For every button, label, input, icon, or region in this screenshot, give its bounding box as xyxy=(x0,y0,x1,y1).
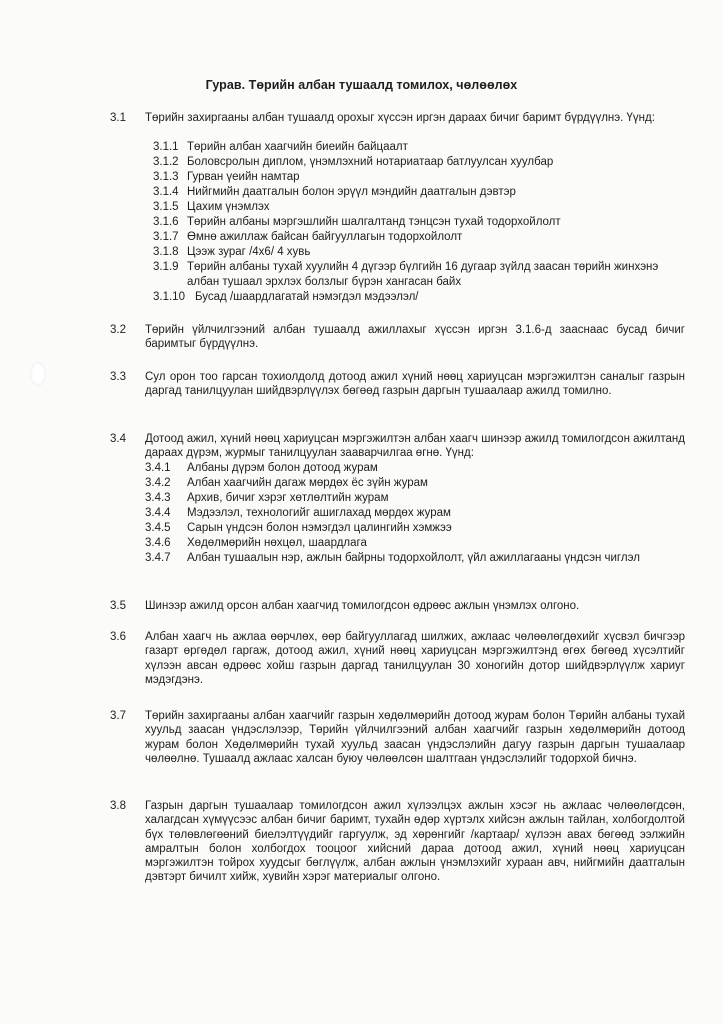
item-number: 3.1.8 xyxy=(153,246,179,258)
list-item xyxy=(153,230,685,245)
item-number: 3.4.5 xyxy=(145,522,171,534)
item-number: 3.1.4 xyxy=(153,186,179,198)
list-item xyxy=(153,245,685,260)
section-number: 3.6 xyxy=(110,631,126,643)
section-number: 3.3 xyxy=(110,371,126,383)
section-text: Шинээр ажилд орсон албан хаагчид томилогдсон өдрөөс ажлын үнэмлэх олгоно. xyxy=(145,600,580,612)
item-number: 3.4.1 xyxy=(145,462,171,474)
item-text: Гурван үеийн намтар xyxy=(187,171,300,183)
section-text: Төрийн үйлчилгээний албан тушаалд ажиллахыг хүссэн иргэн 3.1.6-д зааснаас бусад бичиг баримтыг бүрдүүлнэ. xyxy=(145,324,685,351)
item-text: Нийгмийн даатгалын болон эрүүл мэндийн даатгалын дэвтэр xyxy=(187,186,516,198)
item-text: Боловсролын диплом, үнэмлэхний нотариатаар батлуулсан хуулбар xyxy=(187,156,554,168)
list-item xyxy=(145,491,685,506)
section-text: Газрын даргын тушаалаар томилогдсон ажил хүлээлцэх ажлын хэсэг нь ажлаас чөлөөлөгдсөн, халагдсан хүмүүсээс албан бичиг баримт, тухайн өдөр хүртэлх хийсэн ажлын тайлан, холбогдолтой бүх төлөвлөгөөний биелэлтүүдийг гаргуулж, эд хөрөнгийг /картаар/ хүлээн авах бөгөөд ээлжийн амралтын болон холбогдох тооцоог хийсний дараа дотоод ажил, хүний нөөц хариуцсан мэргэжилтэн тойрох хуудсыг бөглүүлж, албан ажлын үнэмлэхийг хураан авч, нийгмийн даатгалын дэвтэрт бичилт хийж, хувийн хэрэг материалыг олгоно. xyxy=(145,800,685,884)
list-item xyxy=(153,155,685,170)
item-text: Хөдөлмөрийн нөхцөл, шаардлага xyxy=(187,537,367,549)
item-number: 3.1.9 xyxy=(153,261,179,273)
item-number: 3.1.6 xyxy=(153,216,179,228)
page-title: Гурав. Төрийн албан тушаалд томилох, чөлөөлөх xyxy=(205,78,518,92)
item-text: Цээж зураг /4х6/ 4 хувь xyxy=(187,246,311,258)
item-text: Төрийн албаны мэргэшлийн шалгалтанд тэнцсэн тухай тодорхойлолт xyxy=(187,216,561,228)
list-item xyxy=(145,551,685,566)
item-text: Мэдээлэл, технологийг ашиглахад мөрдөх журам xyxy=(187,507,451,519)
list-item xyxy=(153,215,685,230)
list-item xyxy=(153,140,685,155)
item-number: 3.4.4 xyxy=(145,507,171,519)
list-item xyxy=(145,461,685,476)
list-item xyxy=(153,170,685,185)
list-item xyxy=(145,506,685,521)
item-text: Архив, бичиг хэрэг хөтлөлтийн журам xyxy=(187,492,389,504)
item-text: Бусад /шаардлагатай нэмэгдэл мэдээлэл/ xyxy=(195,291,419,303)
list-item xyxy=(153,200,685,215)
item-number: 3.1.10 xyxy=(153,291,185,303)
list-item xyxy=(145,476,685,491)
section-number: 3.8 xyxy=(110,800,126,812)
item-text: Төрийн албан хаагчийн биеийн байцаалт xyxy=(187,141,408,153)
section-text: Албан хаагч нь ажлаа өөрчлөх, өөр байгууллагад шилжих, ажлаас чөлөөлөгдөхийг хүсвэл бичгээр газарт өргөдөл гаргаж, дотоод ажил, хүний нөөц хариуцсан мэргэжилтэнд өгөх бөгөөд хүсэлтийг хүлээн авсан өдрөөс хойш газрын даргад танилцуулан 30 хоногийн дотор шийдвэрлүүлж хариуг мэдэгдэнэ. xyxy=(145,631,685,686)
item-number: 3.1.5 xyxy=(153,201,179,213)
list-item xyxy=(153,185,685,200)
item-number: 3.4.2 xyxy=(145,477,171,489)
item-number: 3.1.2 xyxy=(153,156,179,168)
item-number: 3.4.3 xyxy=(145,492,171,504)
list-3-1 xyxy=(153,140,685,305)
punch-hole xyxy=(30,362,46,386)
item-text: Өмнө ажиллаж байсан байгууллагын тодорхойлолт xyxy=(187,231,463,243)
item-number: 3.1.1 xyxy=(153,141,179,153)
section-number: 3.4 xyxy=(110,433,126,445)
item-text: Албаны дүрэм болон дотоод журам xyxy=(187,462,378,474)
section-number: 3.7 xyxy=(110,710,126,722)
list-item xyxy=(145,521,685,536)
list-item xyxy=(153,290,685,305)
list-item xyxy=(145,536,685,551)
section-text: Дотоод ажил, хүний нөөц хариуцсан мэргэжилтэн албан хаагч шинээр ажилд томилогдсон ажилтанд дараах дүрэм, журмыг танилцуулан зааварчилгаа өгнө. Үүнд: xyxy=(145,433,685,460)
item-text: Албан хаагчийн дагаж мөрдөх ёс зүйн журам xyxy=(187,477,428,489)
item-text: Сарын үндсэн болон нэмэгдэл цалингийн хэмжээ xyxy=(187,522,452,534)
section-text: Төрийн захиргааны албан тушаалд орохыг хүссэн иргэн дараах бичиг баримт бүрдүүлнэ. Үүнд: xyxy=(145,112,655,124)
item-number: 3.1.7 xyxy=(153,231,179,243)
section-number: 3.5 xyxy=(110,600,126,612)
item-number: 3.4.7 xyxy=(145,552,171,564)
item-number: 3.1.3 xyxy=(153,171,179,183)
section-number: 3.2 xyxy=(110,324,126,336)
list-item xyxy=(153,260,685,290)
section-text: Төрийн захиргааны албан хаагчийг газрын хөдөлмөрийн дотоод журам болон Төрийн албаны тухай хуульд заасан үндэслэлээр, Төрийн үйлчилгээний албан хаагчийг газрын хөдөлмөрийн дотоод журам болон Хөдөлмөрийн тухай хуульд заасан үндэслэлийн дагуу газрын даргын тушаалаар чөлөөлнө. Тушаалд ажлаас халсан буюу чөлөөлсөн шалтгаан үндэслэлийг тодорхой бичнэ. xyxy=(145,710,685,765)
item-text: Цахим үнэмлэх xyxy=(187,201,270,213)
section-number: 3.1 xyxy=(110,112,126,124)
section-text: Сул орон тоо гарсан тохиолдолд дотоод ажил хүний нөөц хариуцсан мэргэжилтэн саналыг газрын даргад танилцуулан шийдвэрлүүлэх бөгөөд газрын даргын тушаалаар ажилд томилно. xyxy=(145,371,685,398)
item-number: 3.4.6 xyxy=(145,537,171,549)
list-3-4 xyxy=(145,461,685,566)
item-text: Төрийн албаны тухай хуулийн 4 дүгээр бүлгийн 16 дугаар зүйлд заасан төрийн жинхэнэ албан тушаал эрхлэх болзлыг бүрэн хангасан байх xyxy=(187,261,659,288)
item-text: Албан тушаалын нэр, ажлын байрны тодорхойлолт, үйл ажиллагааны үндсэн чиглэл xyxy=(187,552,640,564)
